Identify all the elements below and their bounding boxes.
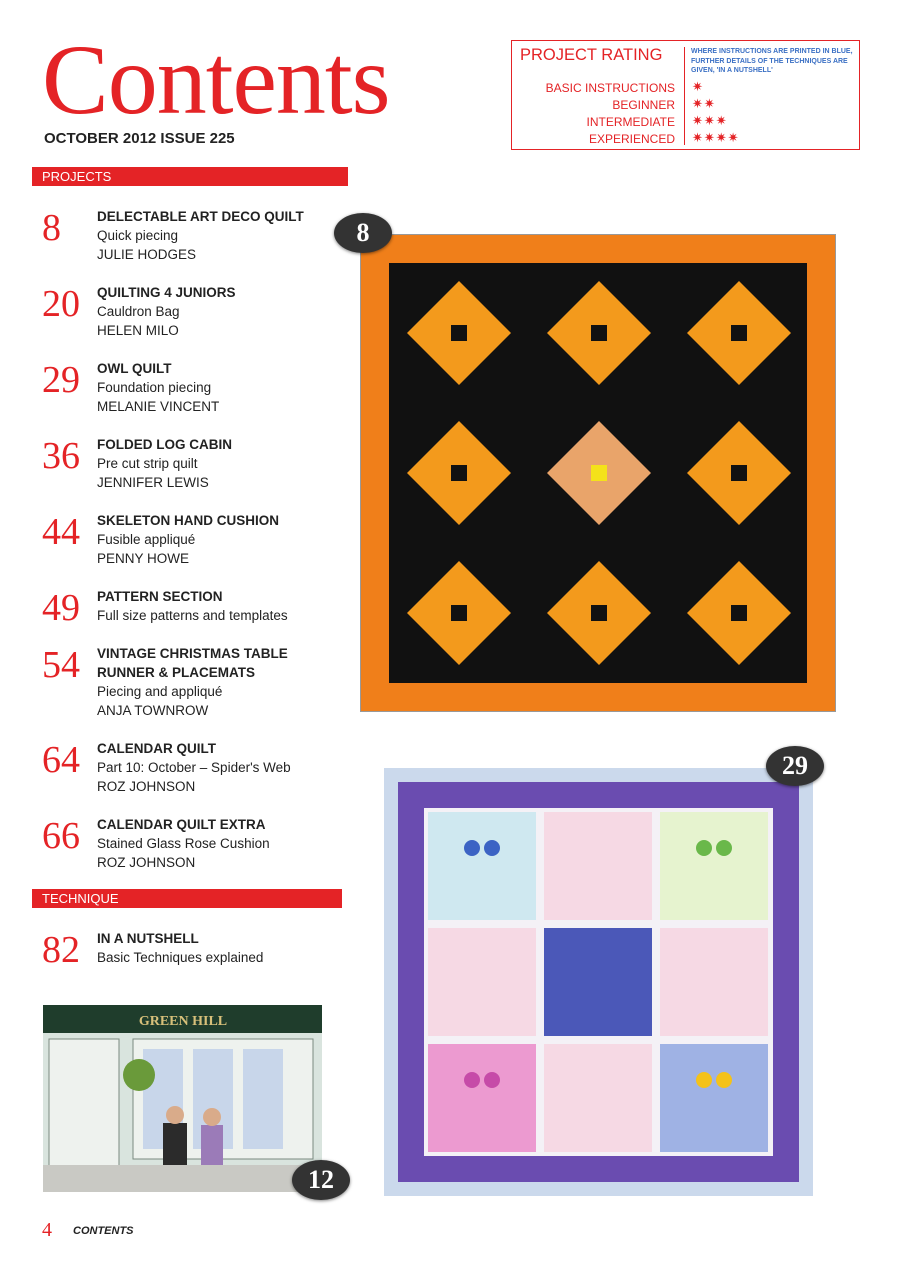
rating-heading: PROJECT RATING: [520, 46, 663, 64]
quilt-blocks: [389, 263, 809, 685]
owl-quilt-image: [384, 768, 813, 1196]
page-number: 54: [42, 644, 80, 686]
entry-author: MELANIE VINCENT: [97, 399, 220, 414]
rating-level-label: BASIC INSTRUCTIONS: [545, 81, 675, 95]
page-number: 66: [42, 815, 80, 857]
entry-author: JULIE HODGES: [97, 247, 197, 262]
page-number: 82: [42, 929, 80, 971]
page-badge: 12: [292, 1160, 350, 1200]
owl-blocks: [424, 808, 773, 1156]
entry-author: ROZ JOHNSON: [97, 779, 196, 794]
entry-subtitle: Foundation piecing: [97, 380, 212, 395]
quilt-center: [424, 808, 773, 1156]
page-number: 64: [42, 739, 80, 781]
entry-title: SKELETON HAND CUSHION: [97, 513, 280, 528]
page-number: 20: [42, 283, 80, 325]
page-title: Contents: [42, 24, 390, 135]
entry-title: PATTERN SECTION: [97, 589, 223, 604]
rating-note: WHERE INSTRUCTIONS ARE PRINTED IN BLUE, FURTHER DETAILS OF THE TECHNIQUES ARE GIVEN, 'IN A NUTSHELL': [691, 48, 853, 74]
footer-page-number: 4: [42, 1219, 52, 1241]
entry-subtitle: Piecing and appliqué: [97, 684, 223, 699]
footer-label: CONTENTS: [73, 1225, 134, 1237]
entry-subtitle: Cauldron Bag: [97, 304, 180, 319]
entry-subtitle: Pre cut strip quilt: [97, 456, 198, 471]
entry-author: ANJA TOWNROW: [97, 703, 209, 718]
project-rating-box: [511, 40, 860, 150]
entry-author: JENNIFER LEWIS: [97, 475, 209, 490]
rating-divider: [684, 47, 685, 145]
entry-subtitle: Fusible appliqué: [97, 532, 196, 547]
shop-photo: [43, 1005, 322, 1192]
rating-stars: ✷✷✷: [692, 113, 728, 128]
entry-subtitle: Full size patterns and templates: [97, 608, 288, 623]
shop-illustration: [43, 1005, 322, 1192]
page-number: 44: [42, 511, 80, 553]
issue-line: OCTOBER 2012 ISSUE 225: [44, 130, 235, 147]
entry-subtitle: Part 10: October – Spider's Web: [97, 760, 291, 775]
page-number: 8: [42, 207, 61, 249]
page-badge: 8: [334, 213, 392, 253]
rating-stars: ✷✷✷✷: [692, 130, 740, 145]
entry-author: ROZ JOHNSON: [97, 855, 196, 870]
rating-stars: ✷: [692, 79, 704, 94]
entry-subtitle: Basic Techniques explained: [97, 950, 264, 965]
entry-title: QUILTING 4 JUNIORS: [97, 285, 236, 300]
entry-title: VINTAGE CHRISTMAS TABLE RUNNER & PLACEMATS: [97, 646, 288, 680]
rating-level-label: BEGINNER: [612, 98, 675, 112]
entry-title: FOLDED LOG CABIN: [97, 437, 232, 452]
art-deco-quilt-image: [360, 234, 836, 712]
entry-title: IN A NUTSHELL: [97, 931, 199, 946]
entry-subtitle: Quick piecing: [97, 228, 179, 243]
entry-title: CALENDAR QUILT: [97, 741, 216, 756]
section-bar-technique: TECHNIQUE: [32, 889, 342, 908]
entry-title: CALENDAR QUILT EXTRA: [97, 817, 266, 832]
entry-subtitle: Stained Glass Rose Cushion: [97, 836, 270, 851]
entry-title: OWL QUILT: [97, 361, 172, 376]
quilt-border: [398, 782, 799, 1182]
rating-level-label: INTERMEDIATE: [586, 115, 675, 129]
quilt-center: [389, 263, 807, 683]
entry-author: HELEN MILO: [97, 323, 179, 338]
rating-stars: ✷✷: [692, 96, 716, 111]
page-number: 29: [42, 359, 80, 401]
entry-title: DELECTABLE ART DECO QUILT: [97, 209, 304, 224]
rating-level-label: EXPERIENCED: [588, 132, 675, 146]
page-number: 36: [42, 435, 80, 477]
entry-author: PENNY HOWE: [97, 551, 190, 566]
shop-sign: GREEN HILL: [138, 1014, 228, 1029]
section-bar-projects: PROJECTS: [32, 167, 348, 186]
page-badge: 29: [766, 746, 824, 786]
page-number: 49: [42, 587, 80, 629]
